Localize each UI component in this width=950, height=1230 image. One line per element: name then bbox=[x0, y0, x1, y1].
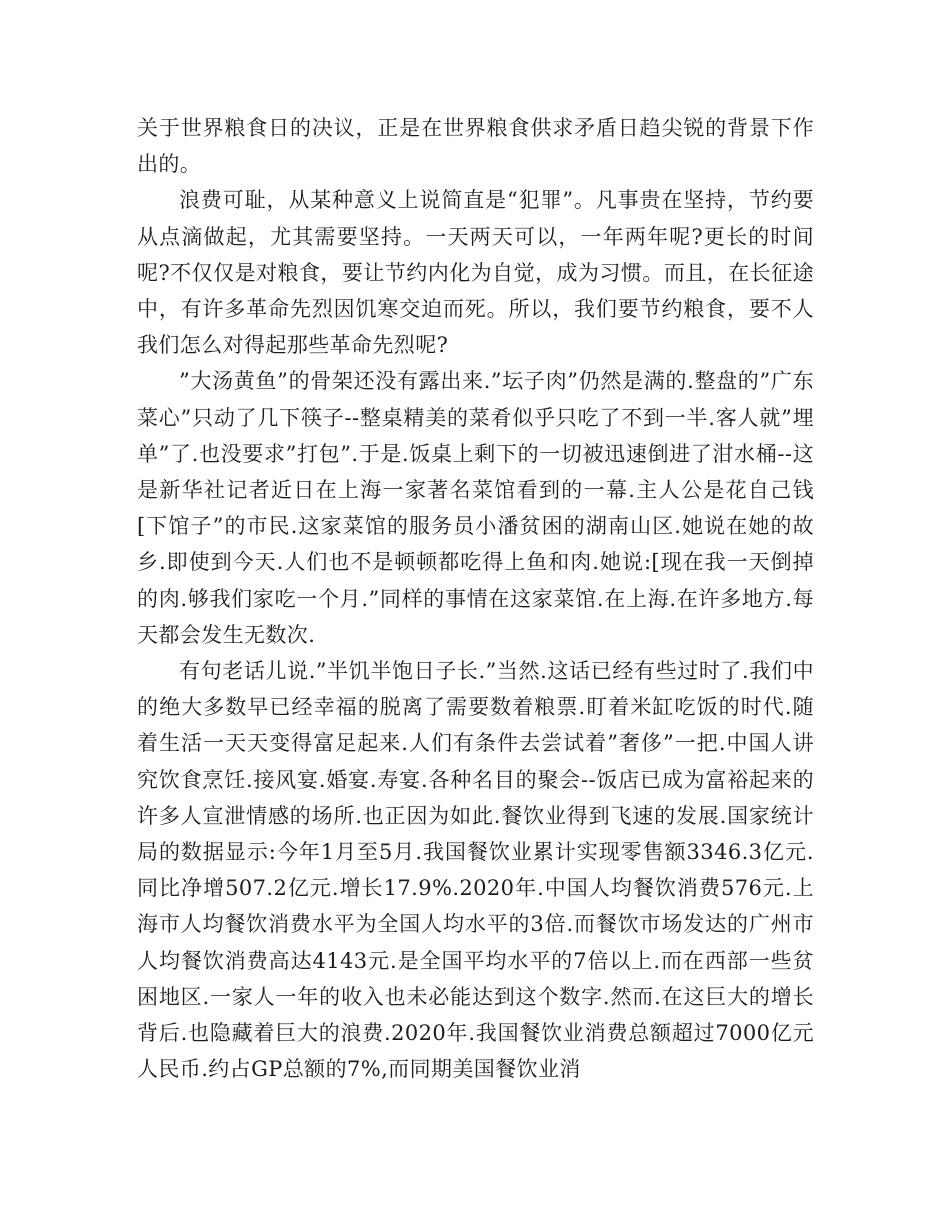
document-page bbox=[137, 110, 814, 1087]
paragraph-2: 浪费可耻，从某种意义上说简直是“犯罪”。凡事贵在坚持，节约要从点滴做起，尤其需要坚持。一天两天可以，一年两年呢?更长的时间呢?不仅仅是对粮食，要让节约内化为自觉，成为习惯。而且，在长征途中，有许多革命先烈因饥寒交迫而死。所以，我们要节约粮食，要不人我们怎么对得起那些革命先烈呢? bbox=[137, 188, 814, 358]
paragraph-4: 有句老话儿说.”半饥半饱日子长.”当然.这话已经有些过时了.我们中的绝大多数早已经幸福的脱离了需要数着粮票.盯着米缸吃饭的时代.随着生活一天天变得富足起来.人们有条件去尝试着”奢侈”一把.中国人讲究饮食烹饪.接风宴.婚宴.寿宴.各种名目的聚会--饭店已成为富裕起来的许多人宣泄情感的场所.也正因为如此.餐饮业得到飞速的发展.国家统计局的数据显示:今年1月至5月.我国餐饮业累计实现零售额3346.3亿元.同比净增507.2亿元.增长17.9%.2020年.中国人均餐饮消费576元.上海市人均餐饮消费水平为全国人均水平的3倍.而餐饮市场发达的广州市人均餐饮消费高达4143元.是全国平均水平的7倍以上.而在西部一些贫困地区.一家人一年的收入也未必能达到这个数字.然而.在这巨大的增长背后.也隐藏着巨大的浪费.2020年.我国餐饮业消费总额超过7000亿元人民币.约占GP总额的7%,而同期美国餐饮业消 bbox=[137, 659, 814, 1082]
paragraph-3: ”大汤黄鱼”的骨架还没有露出来.”坛子肉”仍然是满的.整盘的”广东菜心”只动了几下筷子--整桌精美的菜肴似乎只吃了不到一半.客人就”埋单”了.也没要求”打包”.于是.饭桌上剩下的一切被迅速倒进了泔水桶--这是新华社记者近日在上海一家著名菜馆看到的一幕.主人公是花自己钱[下馆子”的市民.这家菜馆的服务员小潘贫困的湖南山区.她说在她的故乡.即使到今天.人们也不是顿顿都吃得上鱼和肉.她说:[现在我一天倒掉的肉.够我们家吃一个月.”同样的事情在这家菜馆.在上海.在许多地方.每天都会发生无数次. bbox=[137, 369, 814, 647]
paragraph-1: 关于世界粮食日的决议，正是在世界粮食供求矛盾日趋尖锐的背景下作出的。 bbox=[137, 116, 814, 177]
